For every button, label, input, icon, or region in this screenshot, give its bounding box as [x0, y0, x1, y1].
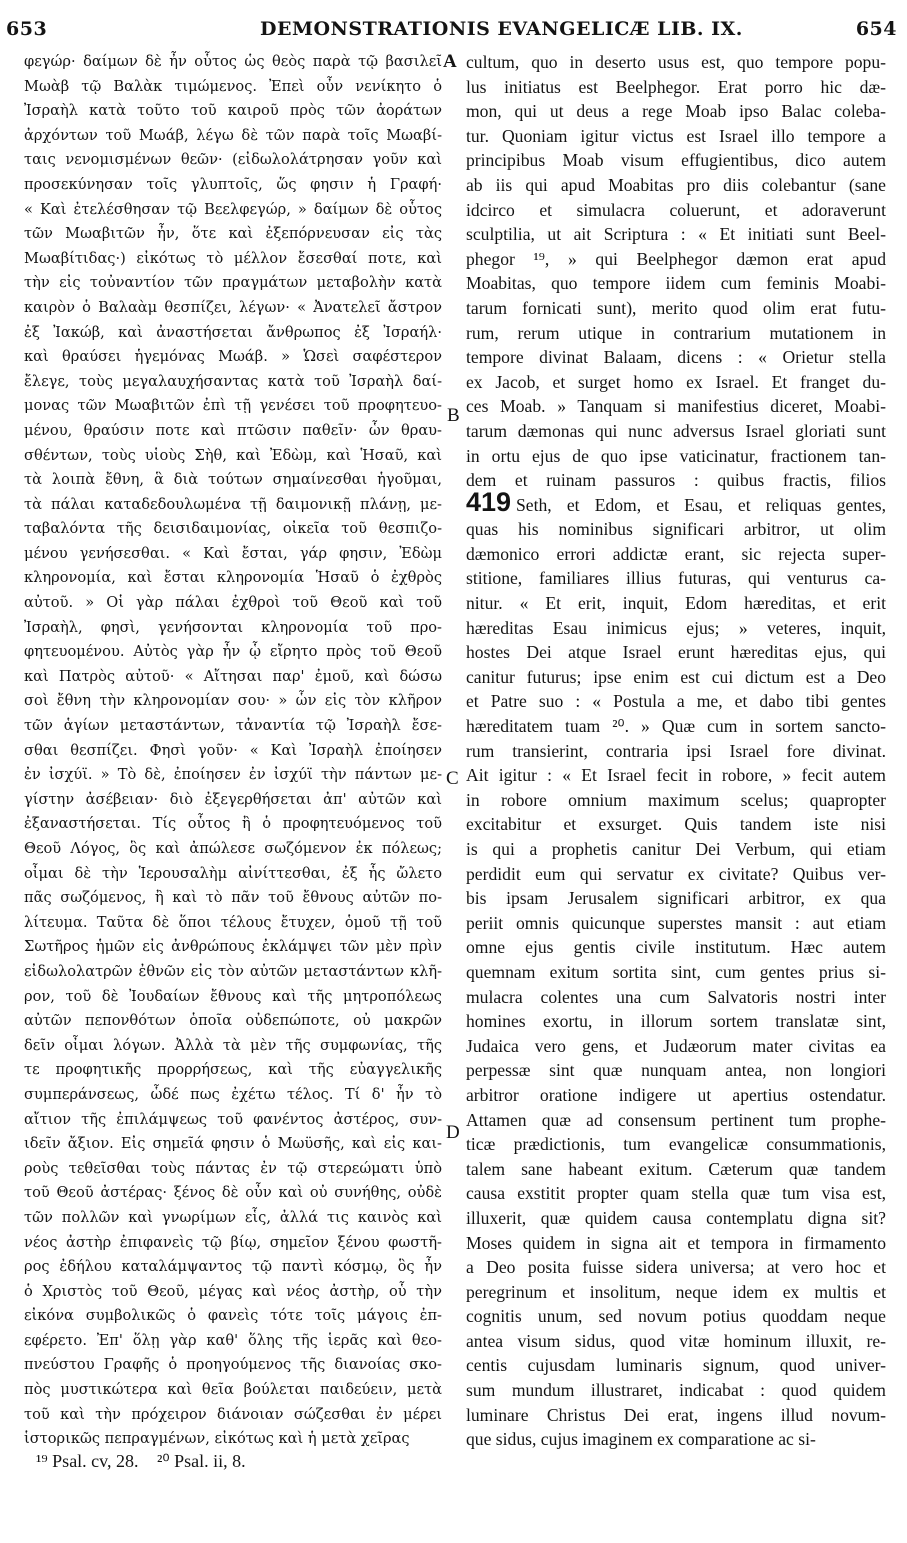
footnote-20: ²⁰ Psal. ii, 8.: [157, 1451, 246, 1471]
greek-text-line: ταβαλόντα τῆς δεισιδαιμονίας, οἰκεῖα τοῦ θεσπιζο-: [24, 520, 442, 538]
latin-text-line: ces Moab. » Tanquam si manifestius diceret, Moabi-: [466, 396, 886, 417]
latin-text-line: homines exortu, in illorum sortem translatæ sint,: [466, 1011, 886, 1032]
latin-text-line: tarum dæmonas qui nunc adversus Israel gloriati sunt: [466, 420, 886, 441]
latin-text-line: tempore divinat Balaam, dicens : « Orietur stella: [466, 347, 886, 368]
latin-text-line: stitione, familiares illius futuras, qui venturus ca-: [466, 568, 886, 589]
latin-text-line: is qui a prophetis canitur Dei Verbum, qui etiam: [466, 839, 886, 859]
greek-text-line: αἴτιον τῆς ἐπιλάμψεως τοῦ φανέντος ἀστέρος, συν-: [24, 1110, 442, 1128]
greek-text-line: τὰ πάλαι καταδεδουλωμένα τῇ δαιμονικῇ πλάνῃ, με-: [24, 495, 442, 513]
greek-text-line: εἰκόνα συμβολικῶς ὁ φανεὶς τότε τοῖς μάγοις ἐπ-: [24, 1307, 442, 1325]
greek-text-line: νέος ἀστὴρ ἐπιφανεὶς τῷ βίῳ, σημεῖον ξένου φωστῆ-: [24, 1233, 442, 1251]
greek-text-line: πὸς μυστικώτερα καὶ θεῖα βούλεται παιδεύειν, μετὰ: [24, 1381, 442, 1399]
latin-text-line: hæreditas Esau inimicus ejus; » veteres, inquit,: [466, 617, 886, 638]
latin-text-line: canitur futurus; ipse enim est cui dictum est a Deo: [466, 666, 886, 687]
greek-text-column: [24, 50, 442, 1452]
left-page-number: 653: [6, 18, 48, 40]
latin-text-line: tarum fornicati sunt), merito quod olim erat futu-: [466, 297, 886, 318]
greek-text-line: ἐν ἰσχύϊ. » Τὸ δὲ, ἐποίησεν ἐν ἰσχύϊ τὴν πάντων με-: [24, 766, 442, 784]
running-title: DEMONSTRATIONIS EVANGELICÆ LIB. IX.: [260, 18, 743, 40]
latin-text-line: illuxerit, quæ quidem causa contemplatu digna sit?: [466, 1207, 886, 1228]
latin-text-line: rum transierint, contraria ipsi Israel fore divinat.: [466, 740, 886, 761]
greek-text-line: Σωτῆρος ἡμῶν εἰς ἀνθρώπους ἐκλάμψει τῶν μὲν πρὶν: [24, 938, 442, 956]
greek-text-line: προσεκύνησαν τοῖς γλυπτοῖς, ὥς φησιν ἡ Γραφή·: [24, 175, 442, 193]
greek-text-line: κληρονομία, καὶ ἔσται κληρονομία Ἡσαῦ ὁ ἐχθρὸς: [24, 569, 442, 587]
latin-text-line: luminare Christus Dei erat, ingens illud novum-: [466, 1404, 886, 1425]
greek-text-line: ἐξαναστήσεται. Τίς οὗτος ἢ ὁ προφητευόμενος τοῦ: [24, 815, 442, 833]
greek-text-line: ἔλεγε, τοὺς μεγαλαυχήσαντας κατὰ τοῦ Ἰσραὴλ δαί-: [24, 372, 442, 390]
greek-text-line: σοὶ ἔθνη τὴν κληρονομίαν σου· » ὧν εἰς τὸν κλῆρον: [24, 692, 442, 710]
greek-text-line: τοῦ Θεοῦ ἀστέρας· ξένος δὲ οὖν καὶ οὐ συνήθης, οὐδὲ: [24, 1184, 442, 1202]
greek-text-line: σθαι θεσπίζει. Φησὶ γοῦν· « Καὶ Ἰσραὴλ ἐποίησεν: [24, 741, 442, 759]
greek-text-line: τὰ λοιπὰ ἔθνη, ἃ διὰ τούτων σημαίνεσθαι ἡγοῦμαι,: [24, 471, 442, 489]
latin-text-line: ticæ prædictionis, tum evangelicæ consummationis,: [466, 1134, 886, 1155]
greek-text-line: τῶν ἁγίων μεταστάντων, τἀναντία τῷ Ἰσραὴλ ἔσε-: [24, 717, 442, 735]
greek-text-line: Ἰσραὴλ κατὰ τοῦτο τοῦ καιροῦ πρὸς τῶν ἀοράτων: [24, 102, 442, 120]
latin-text-line: Judaica vero gens, et Judæorum mater civitas ea: [466, 1035, 886, 1056]
greek-text-line: Μωαβίτιδας·) εἰκότως τὸ μέλλον ἔσεσθαί ποτε, καὶ: [24, 249, 442, 267]
greek-text-line: γίστην ἀσέβειαν· διὸ ἐξεγερθήσεται ἀπ' αὐτῶν καὶ: [24, 790, 442, 808]
latin-text-line: bis ipsam Jerusalem significari arbitror, ex qua: [466, 888, 886, 909]
greek-text-line: τε προφητικῆς προρρήσεως, καὶ τῆς εὐαγγελικῆς: [24, 1061, 442, 1079]
greek-text-line: Ἰσραὴλ, φησὶ, γενήσονται κληρονομία τοῦ προ-: [24, 618, 442, 636]
latin-text-line: Attamen quæ ad consensum pertinent tum prophe-: [466, 1109, 886, 1130]
greek-text-line: πνεύστου Γραφῆς ὁ προηγούμενος τῆς διανοίας σκο-: [24, 1356, 442, 1374]
greek-text-line: ὁ Χριστὸς τοῦ Θεοῦ, μέγας καὶ νέος ἀστὴρ, οὗ τὴν: [24, 1282, 442, 1300]
greek-text-line: καὶ θραύσει ἡγεμόνας Μωάβ. » Ὡσεὶ σαφέστερον: [24, 348, 442, 366]
greek-text-line: ἱστορικῶς πεπραγμένων, εἰκότως καὶ ἡ μετὰ χεῖρας: [24, 1430, 410, 1448]
latin-text-line: quemnam exitum sortita sint, cum gentes prius si-: [466, 961, 886, 982]
greek-text-line: τὴν εἰς τοὐναντίον τῶν πραγμάτων μεταβολὴν κατὰ: [24, 274, 442, 292]
greek-text-line: ἀρχόντων τοῦ Μωάβ, λέγω δὲ τῶν παρὰ τοῖς Μωαβί-: [24, 126, 442, 144]
footnotes: [36, 1451, 260, 1472]
greek-text-line: τῶν Μωαβιτῶν ἦν, ὅτε καὶ ἐξεπόρνευσαν εἰς τὰς: [24, 225, 442, 243]
greek-text-line: ρος ἐδήλου καταλάμψαντος τῷ παντὶ κόσμῳ, ὃς ἦν: [24, 1258, 442, 1276]
greek-text-line: « Καὶ ἐτελέσθησαν τῷ Βεελφεγώρ, » δαίμων δὲ οὗτος: [24, 200, 442, 218]
greek-text-line: καιρὸν ὁ Βαλαὰμ θεσπίζει, λέγων· « Ἀνατελεῖ ἄστρον: [24, 298, 442, 316]
greek-text-line: Θεοῦ Λόγος, ὃς καὶ ἀπώλεσε σωζόμενον ἐκ πόλεως;: [24, 840, 442, 857]
marginal-page-number: 419: [466, 487, 512, 517]
latin-text-line: mon, qui ut deus a rege Moab ipso Balac coleba-: [466, 101, 886, 122]
latin-text-line: mulacra colentes una cum Salvatoris nostri inter: [466, 986, 886, 1007]
latin-text-line: hostes Dei atque Israel erunt hæreditas ejus, qui: [466, 642, 886, 663]
latin-text-line: centis cujusdam luminaris signum, quod univer-: [466, 1355, 886, 1376]
greek-text-line: καὶ Πατρὸς αὐτοῦ· « Αἴτησαι παρ' ἐμοῦ, καὶ δώσω: [24, 667, 442, 685]
latin-text-line: que sidus, cujus imaginem ex comparatione ac si-: [466, 1429, 816, 1450]
latin-text-line: sum mundum illustraret, indicabat : quod quidem: [466, 1380, 886, 1401]
latin-text-line: excitabitur et exsurget. Quis tandem iste nisi: [466, 814, 886, 835]
latin-text-line: hæreditatem tuam ²⁰. » Quæ cum in sortem sancto-: [466, 716, 886, 737]
greek-text-line: πᾶς σωζόμενος, ἢ καὶ τὸ πᾶν τοῦ ἔθνους αὐτῶν πο-: [24, 889, 442, 907]
latin-text-line: perdidit eum qui servatur ex civitate? Quibus ver-: [466, 863, 886, 884]
latin-text-line: ab iis qui apud Moabitas pro diis colebantur (sane: [466, 174, 886, 195]
greek-text-line: μένου γενήσεσθαι. « Καὶ ἔσται, γάρ φησιν, Ἐδὼμ: [24, 544, 442, 562]
greek-text-line: ἐξ Ἰακώβ, καὶ ἀναστήσεται ἄνθρωπος ἐξ Ἰσραήλ·: [24, 323, 442, 341]
greek-text-line: εἰδωλολατρῶν ἐθνῶν εἰς τὸν αὐτῶν μεταστάντων κλῆ-: [24, 962, 442, 980]
greek-text-line: ρον, τοῦ δὲ Ἰουδαίων ἔθνους καὶ τῆς μητροπόλεως: [24, 987, 442, 1005]
latin-text-line: Moses quidem in signa ait et tempora in firmamento: [466, 1232, 886, 1253]
latin-text-line: a Deo posita fuisse sidera universa; at vero hoc et: [466, 1257, 886, 1278]
latin-text-line: Ait igitur : « Et Israel fecit in robore, » fecit autem: [466, 765, 886, 786]
latin-text-line: dæmonico errori addictæ erant, sic rejecta super-: [466, 543, 886, 564]
greek-text-line: φεγώρ· δαίμων δὲ ἦν οὗτος ὡς θεὸς παρὰ τῷ βασιλεῖ: [24, 53, 442, 70]
margin-letter-c: C: [446, 768, 459, 789]
right-page-number: 654: [855, 18, 897, 40]
greek-text-line: ιδεῖν ἄξιον. Εἰς σημεῖά φησιν ὁ Μωϋσῆς, καὶ εἰς και-: [24, 1135, 442, 1153]
latin-text-line: lus initiatus est Beelphegor. Erat porro hic dæ-: [466, 76, 886, 97]
latin-text-line: causa exstitit propter quam stella quæ tum visa est,: [466, 1183, 886, 1204]
latin-text-line: idcirco et simulacra coluerunt, et adoraverunt: [466, 199, 886, 220]
latin-text-line: tur. Quoniam igitur victus est Israel illo tempore a: [466, 125, 886, 146]
latin-text-line: dem et ruinam passuros : quibus fractis, filios: [466, 470, 886, 491]
latin-text-line: omne ejus gentis civile institutum. Hæc autem: [466, 937, 886, 958]
margin-letter-d: D: [446, 1122, 460, 1143]
greek-text-line: μένου, θραύσιν ποτε καὶ πτῶσιν παθεῖν· ὧν θραυ-: [24, 421, 442, 439]
greek-text-line: σθέντων, τοὺς υἱοὺς Σὴθ, καὶ Ἐδὼμ, καὶ Ἡσαῦ, καὶ: [24, 446, 442, 464]
latin-text-line: Moabitas, quo tempore iidem cum feminis Moabi-: [466, 273, 886, 294]
latin-text-line: rum, rerum utique in contrarium mutationem in: [466, 322, 886, 343]
latin-text-line: talem sane habeant exitum. Cæterum quæ tandem: [466, 1158, 886, 1179]
footnote-19: ¹⁹ Psal. cv, 28.: [36, 1451, 139, 1471]
greek-text-line: αὐτῶν πεπονθότων ὁποῖα οὐδεπώποτε, οὐ μακρῶν: [24, 1012, 442, 1030]
margin-letter-a: A: [443, 51, 457, 72]
latin-text-line: peregrinum et insolitum, neque idem ex multis et: [466, 1281, 886, 1302]
latin-text-line: ex Jacob, et surget homo ex Israel. Et franget du-: [466, 371, 886, 392]
greek-text-line: Μωὰβ τῷ Βαλὰκ τιμώμενος. Ἐπεὶ οὖν νενίκητο ὁ: [24, 77, 442, 95]
latin-text-line: sculptilia, ut ait Scriptura : « Et initiati sunt Beel-: [466, 224, 886, 245]
latin-text-line: nitur. « Et erit, inquit, Edom hæreditas, et erit: [466, 593, 886, 614]
greek-text-line: τοῦ καὶ τὴν πρόχειρον διάνοιαν σώζεσθαι ἐν μέρει: [24, 1405, 442, 1423]
greek-text-line: αὐτοῦ. » Οἱ γὰρ πάλαι ἐχθροὶ τοῦ Θεοῦ καὶ τοῦ: [24, 594, 442, 612]
greek-text-line: συμπεράνσεως, ὧδέ πως ἐχέτω τέλος. Τί δ' ἦν τὸ: [24, 1085, 442, 1103]
latin-text-line: in robore omnium maximum scelus; quapropter: [466, 789, 886, 810]
latin-text-line: arbitror oratione indigere ut apertius ostendatur.: [466, 1084, 886, 1105]
latin-text-line: principibus Moab visum effugientibus, dico autem: [466, 150, 886, 171]
latin-text-line: Seth, et Edom, et Esau, et reliquas gentes,: [516, 494, 886, 515]
latin-text-line: perpessæ sint quæ nunquam antea, non longiori: [466, 1060, 886, 1081]
greek-text-line: ροὺς τεθεῖσθαι τοὺς πάντας ἐν τῷ στερεώματι ὑπὸ: [24, 1159, 442, 1177]
latin-text-line: periit omnis quicunque superstes mansit : aut etiam: [466, 912, 886, 933]
latin-text-line: quas his nominibus significari arbitror, ut olim: [466, 519, 886, 540]
greek-text-line: τῶν πολλῶν καὶ γνωρίμων εἷς, ἀλλά τις καινὸς καὶ: [24, 1208, 442, 1226]
latin-text-line: phegor ¹⁹, » qui Beelphegor dæmon erat apud: [466, 248, 886, 269]
greek-text-line: φητευομένου. Αὐτὸς γὰρ ἦν ᾧ εἴρητο πρὸς τοῦ Θεοῦ: [24, 643, 442, 661]
latin-text-line: et Patre suo : « Postula a me, et dabo tibi gentes: [466, 691, 886, 712]
latin-text-line: cultum, quo in deserto usus est, quo tempore popu-: [466, 52, 886, 72]
greek-text-line: ταις νενομισμένων θεῶν· (εἰδωλολάτρησαν γοῦν καὶ: [24, 151, 442, 169]
greek-text-line: λίτευμα. Ταῦτα δὲ ὅποι τέλους ἔτυχεν, ὁμοῦ τῇ τοῦ: [24, 913, 442, 931]
latin-text-line: in ortu ejus de quo ipse vaticinatur, fractionem tan-: [466, 445, 886, 466]
margin-letter-b: B: [447, 405, 460, 426]
greek-text-line: οἶμαι δὲ τὴν Ἱερουσαλὴμ αἰνίττεσθαι, ἐξ ἧς ὤλετο: [24, 864, 442, 882]
greek-text-line: μονας τῶν Μωαβιτῶν ἐπὶ τῇ γενέσει τοῦ προφητευο-: [24, 397, 442, 415]
latin-text-line: antea visum sidus, quod vitæ hominum illuxit, re-: [466, 1330, 886, 1351]
latin-text-line: cognitis unum, sed novum potius quoddam neque: [466, 1306, 886, 1327]
latin-text-column: [466, 50, 886, 1452]
greek-text-line: εφέρετο. Ἐπ' ὅλῃ γὰρ καθ' ὅλης τῆς ἱερᾶς καὶ θεο-: [24, 1331, 442, 1349]
greek-text-line: δεῖν οἶμαι λόγων. Ἀλλὰ τὰ μὲν τῆς συμφωνίας, τῆς: [24, 1036, 442, 1054]
